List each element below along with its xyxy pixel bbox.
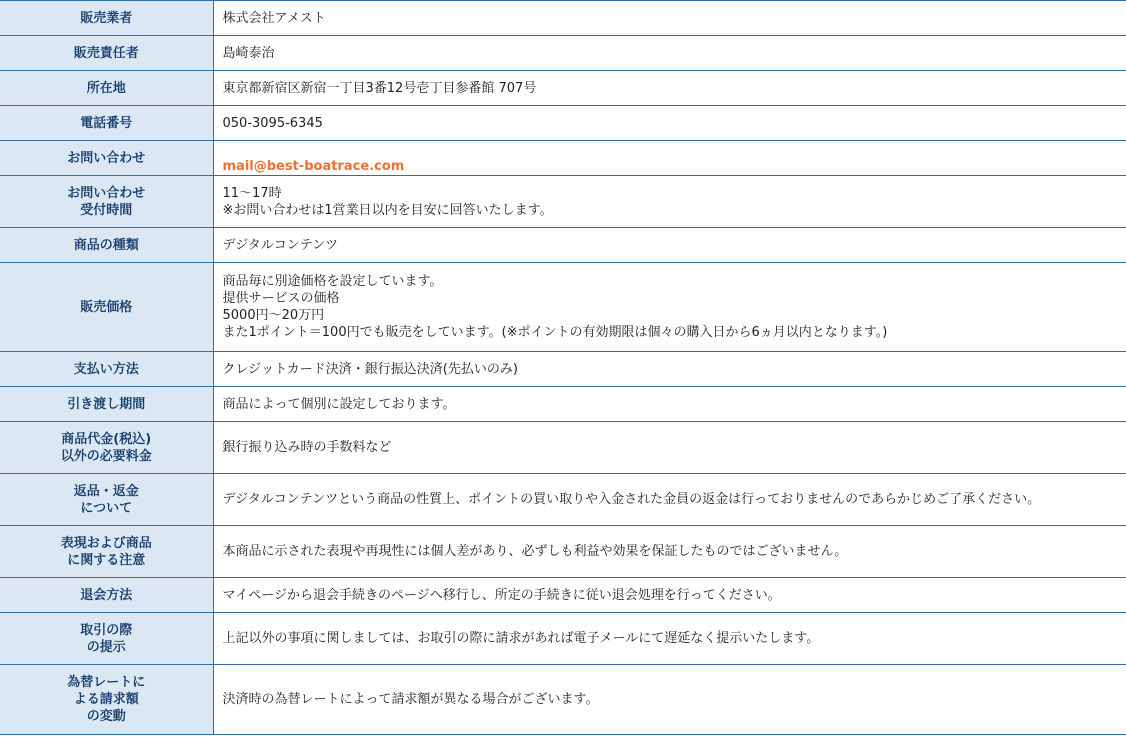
table-row bbox=[0, 526, 1126, 578]
table-row bbox=[0, 176, 1126, 228]
row-value-exchange-rate: 決済時の為替レートによって請求額が異なる場合がございます。 bbox=[213, 665, 1126, 735]
row-label-refund: 返品・返金 について bbox=[0, 474, 213, 526]
row-label-extra-fees: 商品代金(税込) 以外の必要料金 bbox=[0, 422, 213, 474]
row-value-contact-hours: 11～17時 ※お問い合わせは1営業日以内を目安に回答いたします。 bbox=[213, 176, 1126, 228]
row-value-seller: 株式会社アメスト bbox=[213, 1, 1126, 36]
table-row bbox=[0, 141, 1126, 176]
table-row bbox=[0, 36, 1126, 71]
table-row bbox=[0, 352, 1126, 387]
table-row bbox=[0, 106, 1126, 141]
row-label-payment: 支払い方法 bbox=[0, 352, 213, 387]
row-value-notice: 本商品に示された表現や再現性には個人差があり、必ずしも利益や効果を保証したものではございません。 bbox=[213, 526, 1126, 578]
table-row bbox=[0, 422, 1126, 474]
row-label-product-type: 商品の種類 bbox=[0, 228, 213, 263]
table-row bbox=[0, 387, 1126, 422]
table-row bbox=[0, 665, 1126, 735]
row-label-contact: お問い合わせ bbox=[0, 141, 213, 176]
row-label-phone: 電話番号 bbox=[0, 106, 213, 141]
table-row bbox=[0, 263, 1126, 352]
table-row bbox=[0, 613, 1126, 665]
row-value-extra-fees: 銀行振り込み時の手数料など bbox=[213, 422, 1126, 474]
row-value-refund: デジタルコンテンツという商品の性質上、ポイントの買い取りや入金された金員の返金は行っておりませんのであらかじめご了承ください。 bbox=[213, 474, 1126, 526]
row-value-price: 商品毎に別途価格を設定しています。 提供サービスの価格 5000円～20万円 また1ポイント＝100円でも販売をしています。(※ポイントの有効期限は個々の購入日から6ヵ月以内となります。) bbox=[213, 263, 1126, 352]
row-value-phone: 050-3095-6345 bbox=[213, 106, 1126, 141]
row-value-disclosure: 上記以外の事項に関しましては、お取引の際に請求があれば電子メールにて遅延なく提示いたします。 bbox=[213, 613, 1126, 665]
row-label-delivery: 引き渡し期間 bbox=[0, 387, 213, 422]
row-value-payment: クレジットカード決済・銀行振込決済(先払いのみ) bbox=[213, 352, 1126, 387]
table-row bbox=[0, 228, 1126, 263]
row-label-address: 所在地 bbox=[0, 71, 213, 106]
table-row bbox=[0, 71, 1126, 106]
row-label-price: 販売価格 bbox=[0, 263, 213, 352]
row-label-manager: 販売責任者 bbox=[0, 36, 213, 71]
row-label-seller: 販売業者 bbox=[0, 1, 213, 36]
table-row bbox=[0, 578, 1126, 613]
table-row bbox=[0, 1, 1126, 36]
row-value-manager: 島崎泰治 bbox=[213, 36, 1126, 71]
row-value-product-type: デジタルコンテンツ bbox=[213, 228, 1126, 263]
row-value-address: 東京都新宿区新宿一丁目3番12号壱丁目参番館 707号 bbox=[213, 71, 1126, 106]
row-value-delivery: 商品によって個別に設定しております。 bbox=[213, 387, 1126, 422]
row-label-disclosure: 取引の際 の提示 bbox=[0, 613, 213, 665]
contact-email-link[interactable]: mail@best-boatrace.com bbox=[222, 159, 405, 174]
row-label-withdraw: 退会方法 bbox=[0, 578, 213, 613]
row-label-exchange-rate: 為替レートに よる請求額 の変動 bbox=[0, 665, 213, 735]
row-value-contact bbox=[213, 141, 1126, 176]
row-value-withdraw: マイページから退会手続きのページへ移行し、所定の手続きに従い退会処理を行ってください。 bbox=[213, 578, 1126, 613]
table-row bbox=[0, 474, 1126, 526]
row-label-contact-hours: お問い合わせ 受付時間 bbox=[0, 176, 213, 228]
row-label-notice: 表現および商品 に関する注意 bbox=[0, 526, 213, 578]
